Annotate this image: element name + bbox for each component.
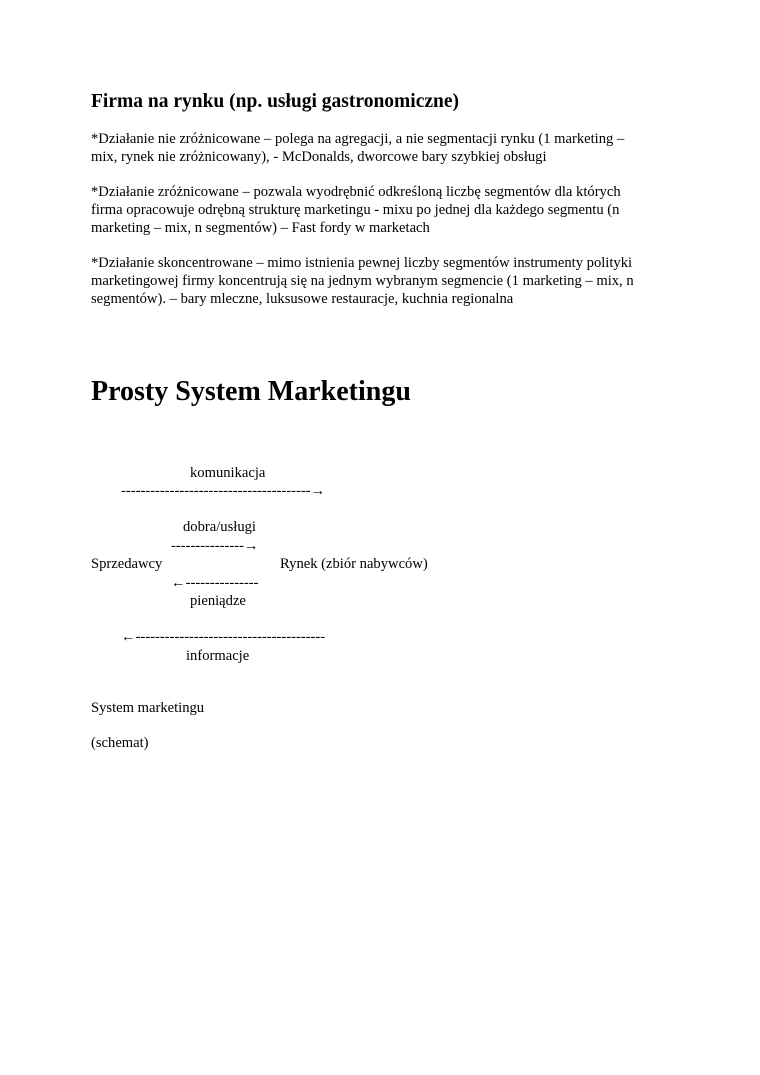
- arrow-pieniadze-left: ←---------------: [171, 575, 259, 591]
- paragraph-line: *Działanie nie zróżnicowane – polega na agregacji, a nie segmentacji rynku (1 marketing –: [91, 131, 625, 147]
- paragraph-line: *Działanie skoncentrowane – mimo istnienia pewnej liczby segmentów instrumenty polityki: [91, 255, 633, 271]
- paragraph-line: marketing – mix, n segmentów) – Fast fordy w marketach: [91, 219, 430, 236]
- paragraph-dzialanie-niezroznicowane: [91, 131, 676, 167]
- section-heading-firma-na-rynku: Firma na rynku (np. usługi gastronomiczne): [91, 91, 460, 112]
- label-sprzedawcy: Sprzedawcy: [91, 556, 163, 572]
- paragraph-dzialanie-zroznicowane: [91, 184, 676, 237]
- label-rynek: Rynek (zbiór nabywców): [280, 556, 428, 572]
- arrow-dobra-right: ---------------→: [171, 538, 259, 554]
- paragraph-line: marketingowej firmy koncentrują się na jednym wybranym segmencie (1 marketing – mix, n: [91, 272, 634, 289]
- arrow-komunikacja-right: ---------------------------------------→: [121, 483, 326, 499]
- paragraph-line: firma opracowuje odrębną strukturę marketingu - mixu po jednej dla każdego segmentu (n: [91, 201, 620, 218]
- paragraph-line: *Działanie zróżnicowane – pozwala wyodrębnić odkreśloną liczbę segmentów dla których: [91, 184, 621, 200]
- label-dobra-uslugi: dobra/usługi: [183, 519, 256, 535]
- paragraph-line: mix, rynek nie zróżnicowany), - McDonalds, dworcowe bary szybkiej obsługi: [91, 148, 547, 165]
- note-schemat: (schemat): [91, 735, 149, 751]
- paragraph-dzialanie-skoncentrowane: [91, 255, 676, 308]
- arrow-informacje-left: ←---------------------------------------: [121, 629, 326, 645]
- label-pieniadze: pieniądze: [190, 593, 246, 609]
- label-komunikacja: komunikacja: [190, 465, 266, 481]
- caption-system-marketingu: System marketingu: [91, 700, 205, 716]
- paragraph-line: segmentów). – bary mleczne, luksusowe restauracje, kuchnia regionalna: [91, 290, 514, 307]
- label-informacje: informacje: [186, 648, 250, 664]
- section-heading-prosty-system-marketingu: Prosty System Marketingu: [91, 376, 411, 407]
